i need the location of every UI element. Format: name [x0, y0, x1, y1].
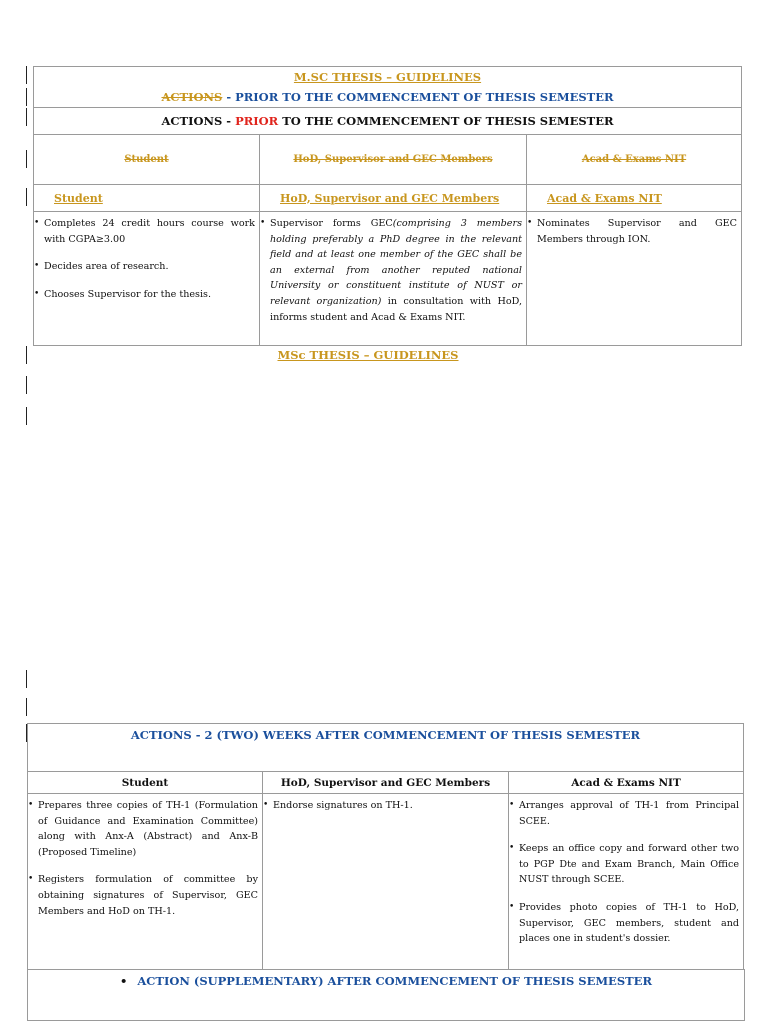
- col-header-hod: HoD, Supervisor and GEC Members: [260, 185, 527, 212]
- col-header-struck: Student: [34, 135, 260, 185]
- actions-word-struck: ACTIONS: [161, 90, 223, 104]
- section-heading-cell: ACTIONS - PRIOR TO THE COMMENCEMENT OF THESIS SEMESTER: [34, 108, 742, 135]
- student-cell: [28, 794, 263, 970]
- doc-title-struck: M.SC THESIS – GUIDELINES: [293, 70, 482, 84]
- hod-cell: [260, 212, 527, 346]
- change-bar: [26, 150, 27, 168]
- col-header-acad: Acad & Exams NIT: [527, 185, 742, 212]
- change-bar: [26, 698, 27, 716]
- section-heading-blue: PRIOR TO THE COMMENCEMENT OF THESIS SEMESTER: [235, 90, 614, 104]
- acad-cell: [527, 212, 742, 346]
- hod-cell: [263, 794, 509, 970]
- change-bar: [26, 407, 27, 425]
- section-heading-revised: ACTIONS - PRIOR TO THE COMMENCEMENT OF THESIS SEMESTER: [161, 90, 614, 104]
- list-item: • Keeps an office copy and forward other two to PGP Dte and Exam Branch, Main Office NUST through SCEE.: [513, 841, 739, 888]
- change-bar: [26, 188, 27, 206]
- mid-guidelines-title: MSc THESIS – GUIDELINES: [277, 348, 459, 362]
- col-header-hod: HoD, Supervisor and GEC Members: [263, 772, 509, 794]
- col-header-acad: Acad & Exams NIT: [509, 772, 744, 794]
- change-bar: [26, 88, 27, 106]
- supplementary-heading: ACTION (SUPPLEMENTARY) AFTER COMMENCEMENT OF THESIS SEMESTER: [137, 974, 653, 988]
- list-item: • Completes 24 credit hours course work with CGPA≥3.00: [38, 216, 255, 247]
- list-item: • Supervisor forms GEC(comprising 3 members holding preferably a PhD degree in the relevant field and at least one member of the GEC shall be an external from another reputed national University or constituent institute of NUST or relevant organization) in consultation with HoD, informs student and Acad & Exams NIT.: [264, 216, 522, 325]
- list-item: • Endorse signatures on TH-1.: [267, 798, 504, 814]
- supplementary-heading-line: [28, 974, 744, 988]
- bullet-icon: •: [119, 974, 128, 988]
- col-header-struck: HoD, Supervisor and GEC Members: [260, 135, 527, 185]
- supplementary-section: [27, 969, 745, 1021]
- list-item: • Arranges approval of TH-1 from Principal SCEE.: [513, 798, 739, 829]
- change-bar: [26, 66, 27, 84]
- list-item: • Prepares three copies of TH-1 (Formulation of Guidance and Examination Committee) along with Anx-A (Abstract) and Anx-B (Proposed Timeline): [32, 798, 258, 860]
- col-header-struck: Acad & Exams NIT: [527, 135, 742, 185]
- col-header-student: Student: [28, 772, 263, 794]
- change-bar: [26, 376, 27, 394]
- list-item: • Decides area of research.: [38, 259, 255, 275]
- change-bar: [26, 108, 27, 126]
- student-cell: [34, 212, 260, 346]
- prior-highlight: PRIOR: [235, 114, 279, 128]
- section2-heading: ACTIONS - 2 (TWO) WEEKS AFTER COMMENCEMENT OF THESIS SEMESTER: [28, 724, 744, 772]
- list-item: • Nominates Supervisor and GEC Members through ION.: [531, 216, 737, 247]
- change-bar: [26, 670, 27, 688]
- col-header-student: Student: [34, 185, 260, 212]
- acad-cell: [509, 794, 744, 970]
- list-item: • Provides photo copies of TH-1 to HoD, Supervisor, GEC members, student and places one in student's dossier.: [513, 900, 739, 947]
- table-title-cell: [34, 67, 742, 108]
- list-item: • Chooses Supervisor for the thesis.: [38, 287, 255, 303]
- prior-actions-table: [33, 66, 742, 346]
- list-item: • Registers formulation of committee by obtaining signatures of Supervisor, GEC Members and HoD on TH-1.: [32, 872, 258, 919]
- two-weeks-actions-table: [27, 723, 744, 970]
